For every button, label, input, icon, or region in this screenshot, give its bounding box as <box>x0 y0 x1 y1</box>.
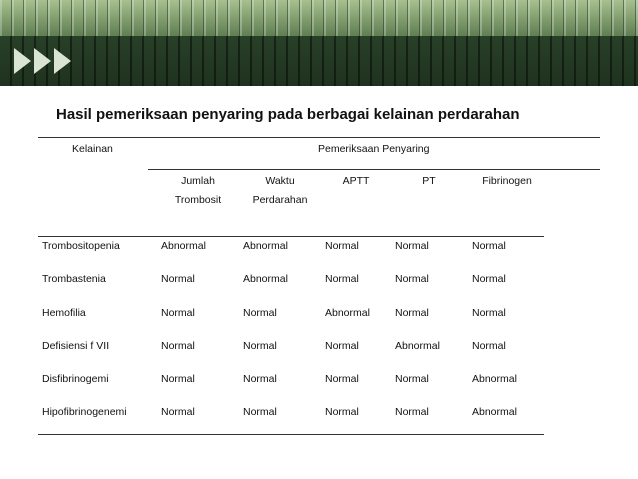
column-header-aptt <box>320 175 392 188</box>
cell-pt: Abnormal <box>395 340 440 352</box>
cell-pt: Normal <box>395 406 429 418</box>
column-header-waktu-perdarahan <box>242 175 318 207</box>
row-name: Trombositopenia <box>42 240 120 252</box>
cell-aptt: Normal <box>325 406 359 418</box>
header-kelainan: Kelainan <box>72 143 113 155</box>
cell-fibrinogen: Normal <box>472 340 506 352</box>
column-header-jumlah-trombosit <box>160 175 236 207</box>
cell-fibrinogen: Abnormal <box>472 406 517 418</box>
cell-fibrinogen: Abnormal <box>472 373 517 385</box>
row-name: Trombastenia <box>42 273 106 285</box>
cell-waktu-perdarahan: Abnormal <box>243 273 288 285</box>
cell-fibrinogen: Normal <box>472 240 506 252</box>
column-header-line: Jumlah <box>181 175 215 187</box>
column-header-line: PT <box>422 175 436 187</box>
row-name: Hipofibrinogenemi <box>42 406 127 418</box>
header-pemeriksaan-penyaring: Pemeriksaan Penyaring <box>318 143 430 155</box>
column-header-line: Trombosit <box>174 194 222 206</box>
cell-jumlah-trombosit: Normal <box>161 307 195 319</box>
cell-waktu-perdarahan: Normal <box>243 307 277 319</box>
cell-waktu-perdarahan: Normal <box>243 340 277 352</box>
cell-aptt: Normal <box>325 373 359 385</box>
chevron-right-icon <box>34 48 51 74</box>
column-header-line: APTT <box>342 175 370 187</box>
row-name: Defisiensi f VII <box>42 340 110 352</box>
cell-aptt: Normal <box>325 273 359 285</box>
cell-jumlah-trombosit: Normal <box>161 373 195 385</box>
column-header-line: Waktu <box>265 175 295 187</box>
column-header-line: Perdarahan <box>252 194 308 206</box>
cell-pt: Normal <box>395 273 429 285</box>
column-header-fibrinogen <box>468 175 546 188</box>
cell-pt: Normal <box>395 373 429 385</box>
cell-fibrinogen: Normal <box>472 307 506 319</box>
table-header-bottom-rule <box>38 236 544 237</box>
cell-jumlah-trombosit: Normal <box>161 340 195 352</box>
row-name: Disfibrinogemi <box>42 373 109 385</box>
cell-fibrinogen: Normal <box>472 273 506 285</box>
triple-chevron-right-icon <box>14 48 71 74</box>
table-bottom-rule <box>38 434 544 435</box>
cell-waktu-perdarahan: Normal <box>243 373 277 385</box>
cell-waktu-perdarahan: Abnormal <box>243 240 288 252</box>
chevron-right-icon <box>54 48 71 74</box>
row-name: Hemofilia <box>42 307 86 319</box>
cell-jumlah-trombosit: Abnormal <box>161 240 206 252</box>
column-header-line: Fibrinogen <box>482 175 532 187</box>
cell-pt: Normal <box>395 240 429 252</box>
cell-aptt: Normal <box>325 240 359 252</box>
cell-waktu-perdarahan: Normal <box>243 406 277 418</box>
page-title: Hasil pemeriksaan penyaring pada berbagai kelainan perdarahan <box>56 106 520 123</box>
table-top-rule <box>38 137 600 138</box>
chevron-right-icon <box>14 48 31 74</box>
cell-jumlah-trombosit: Normal <box>161 406 195 418</box>
cell-jumlah-trombosit: Normal <box>161 273 195 285</box>
cell-pt: Normal <box>395 307 429 319</box>
cell-aptt: Normal <box>325 340 359 352</box>
header-banner-texture <box>0 0 638 36</box>
cell-aptt: Abnormal <box>325 307 370 319</box>
table-subheader-rule <box>148 169 600 170</box>
column-header-pt <box>394 175 464 188</box>
